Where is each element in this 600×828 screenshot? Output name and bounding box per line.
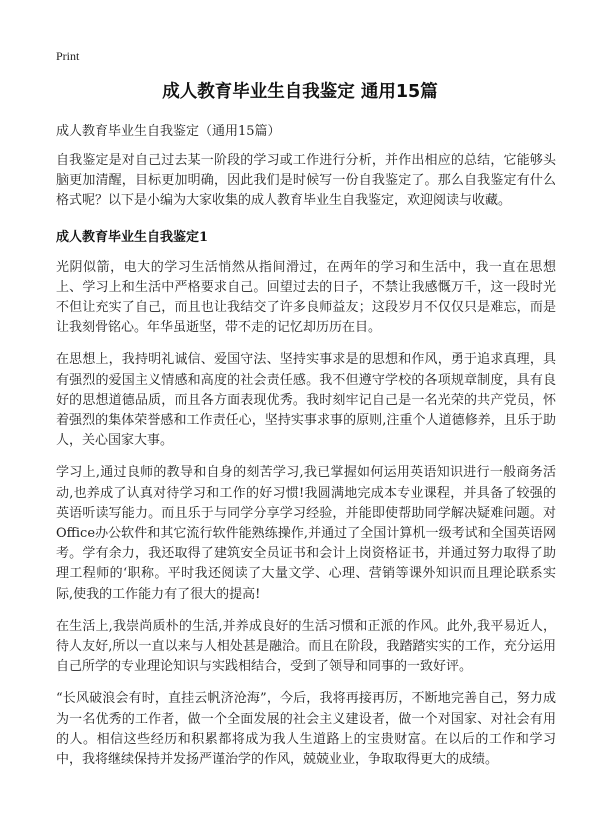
document-body <box>56 151 556 782</box>
page-title: 成人教育毕业生自我鉴定 通用15篇 <box>162 82 438 102</box>
body-paragraph: 光阴似箭，电大的学习生活悄然从指间滑过，在两年的学习和生活中，我一直在思想上、学习上和生活中严格要求自己。回望过去的日子，不禁让我感慨万千，这一段时光不但让充实了自己，而且也让我结交了许多良师益友；这段岁月不仅仅只是难忘，而是让我刻骨铭心。年华虽逝坚，带不走的记忆却历历在目。 <box>56 259 556 336</box>
print-label[interactable]: Print <box>56 49 80 63</box>
body-paragraph: “长风破浪会有时，直挂云帆济沧海”，今后，我将再接再厉，不断地完善自己，努力成为一名优秀的工作者，做一个全面发展的社会主义建设者，做一个对国家、对社会有用的人。相信这些经历和积累都将成为我人生道路上的宝贵财富。在以后的工作和学习中，我将继续保持并发扬严谨治学的作风，兢兢业业，争取取得更大的成绩。 <box>56 691 556 768</box>
intro-paragraph: 自我鉴定是对自己过去某一阶段的学习或工作进行分析，并作出相应的总结，它能够头脑更加清醒，目标更加明确，因此我们是时候写一份自我鉴定了。那么自我鉴定有什么格式呢？以下是小编为大家收集的成人教育毕业生自我鉴定，欢迎阅读与收藏。 <box>56 153 556 209</box>
body-paragraph: 在生活上,我崇尚质朴的生活,并养成良好的生活习惯和正派的作风。此外,我平易近人，待人友好,所以一直以来与人相处甚是融洽。而且在阶段，我踏踏实实的工作，充分运用自己所学的专业理论知识与实践相结合，受到了领导和同事的一致好评。 <box>56 618 556 675</box>
section-heading: 成人教育毕业生自我鉴定1 <box>56 229 209 245</box>
body-paragraph: 学习上,通过良师的教导和自身的刻苦学习,我已掌握如何运用英语知识进行一般商务活动,也养成了认真对待学习和工作的好习惯!我圆满地完成本专业课程，并具备了较强的英语听读写能力。而且乐于与同学分享学习经验，并能即使帮助同学解决疑难问题。对Office办公软件和其它流行软件能熟练操作,并通过了全国计算机一级考试和全国英语网考。学有余力，我还取得了建筑安全员证书和会计上岗资格证书，并通过努力取得了助理工程师的‘职称。平时我还阅读了大量文学、心理、营销等课外知识而且理论联系实际,使我的工作能力有了很大的提高! <box>56 465 556 602</box>
body-paragraph: 在思想上，我持明礼诚信、爱国守法、坚持实事求是的思想和作风，勇于追求真理，具有强烈的爱国主义情感和高度的社会责任感。我不但遵守学校的各项规章制度，具有良好的思想道德品质，而且各方面表现优秀。我时刻牢记自己是一名光荣的共产党员，怀着强烈的集体荣誉感和工作责任心，坚持实事求事的原则,注重个人道德修养，且乐于助人，关心国家大事。 <box>56 352 556 449</box>
document-subtitle: 成人教育毕业生自我鉴定（通用15篇） <box>56 124 281 139</box>
